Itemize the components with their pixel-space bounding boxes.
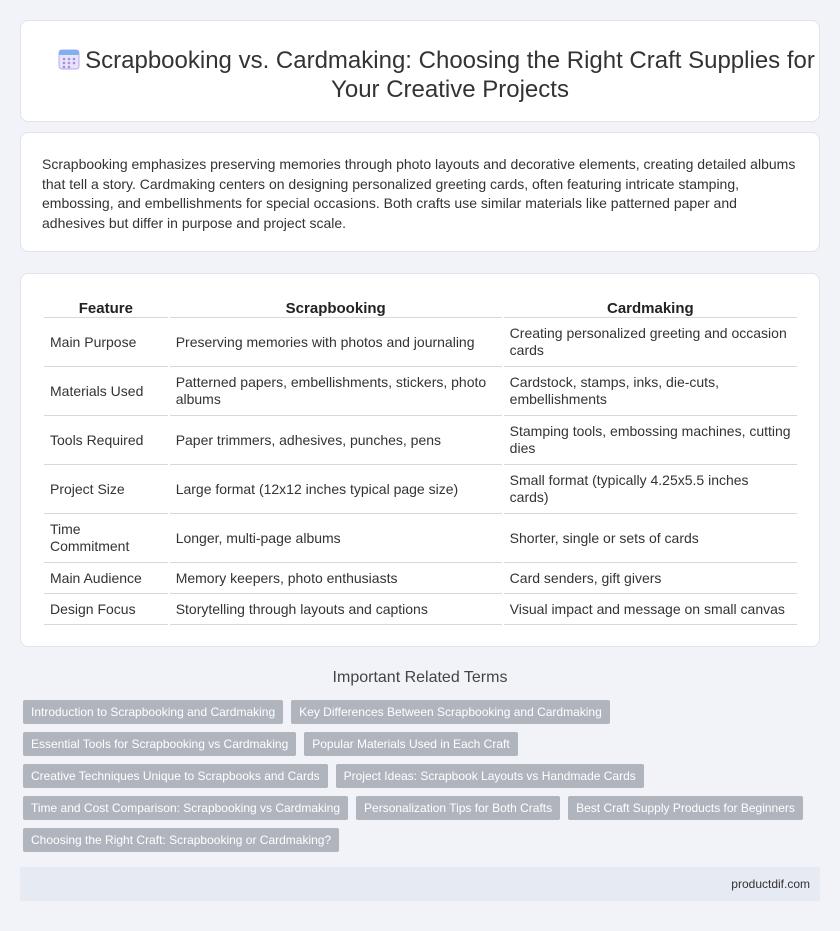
table-row	[44, 465, 797, 514]
intro-paragraph: Scrapbooking emphasizes preserving memories through photo layouts and decorative elements, creating detailed albums that tell a story. Cardmaking centers on designing personalized greeting cards, often featuring intricate stamping, embossing, and embellishments for special occasions. Both crafts use similar materials like patterned paper and adhesives but differ in purpose and project scale.	[42, 156, 796, 231]
cardmaking-cell: Card senders, gift givers	[504, 563, 797, 594]
feature-cell: Time Commitment	[44, 514, 168, 563]
page-title: Scrapbooking vs. Cardmaking: Choosing the Right Craft Supplies for Your Creative Projects	[85, 47, 815, 103]
related-term-link[interactable]: Key Differences Between Scrapbooking and Cardmaking	[291, 700, 610, 724]
feature-cell: Project Size	[44, 465, 168, 514]
cardmaking-cell: Stamping tools, embossing machines, cutting dies	[504, 416, 797, 465]
comparison-table	[42, 296, 799, 625]
table-row	[44, 367, 797, 416]
cardmaking-cell: Visual impact and message on small canvas	[504, 594, 797, 625]
feature-cell: Design Focus	[44, 594, 168, 625]
scrapbooking-cell: Storytelling through layouts and captions	[170, 594, 502, 625]
table-row	[44, 563, 797, 594]
scrapbooking-cell: Large format (12x12 inches typical page size)	[170, 465, 502, 514]
cardmaking-cell: Small format (typically 4.25x5.5 inches cards)	[504, 465, 797, 514]
related-term-link[interactable]: Essential Tools for Scrapbooking vs Cardmaking	[23, 732, 296, 756]
comparison-table-card	[20, 273, 820, 647]
scrapbooking-cell: Paper trimmers, adhesives, punches, pens	[170, 416, 502, 465]
related-term-link[interactable]: Popular Materials Used in Each Craft	[304, 732, 517, 756]
table-row	[44, 416, 797, 465]
related-term-link[interactable]: Best Craft Supply Products for Beginners	[568, 796, 803, 820]
footer-bar	[20, 867, 820, 901]
related-term-link[interactable]: Introduction to Scrapbooking and Cardmaking	[23, 700, 283, 724]
table-header-row	[44, 296, 797, 318]
related-terms-list	[23, 700, 813, 852]
feature-cell: Main Audience	[44, 563, 168, 594]
related-term-link[interactable]: Time and Cost Comparison: Scrapbooking vs Cardmaking	[23, 796, 348, 820]
related-terms-heading: Important Related Terms	[332, 669, 508, 686]
related-term-link[interactable]: Choosing the Right Craft: Scrapbooking or Cardmaking?	[23, 828, 339, 852]
scrapbooking-cell: Memory keepers, photo enthusiasts	[170, 563, 502, 594]
cardmaking-cell: Cardstock, stamps, inks, die-cuts, embellishments	[504, 367, 797, 416]
scrapbooking-cell: Preserving memories with photos and journaling	[170, 318, 502, 367]
related-term-link[interactable]: Project Ideas: Scrapbook Layouts vs Handmade Cards	[336, 764, 644, 788]
table-row	[44, 514, 797, 563]
intro-card	[20, 132, 820, 252]
scrapbooking-cell: Longer, multi-page albums	[170, 514, 502, 563]
calendar-icon	[57, 47, 81, 71]
header-scrapbooking: Scrapbooking	[170, 296, 502, 318]
scrapbooking-cell: Patterned papers, embellishments, stickers, photo albums	[170, 367, 502, 416]
table-row	[44, 318, 797, 367]
feature-cell: Tools Required	[44, 416, 168, 465]
footer-site-name: productdif.com	[731, 877, 810, 891]
related-term-link[interactable]: Creative Techniques Unique to Scrapbooks and Cards	[23, 764, 328, 788]
table-row	[44, 594, 797, 625]
header-cardmaking: Cardmaking	[504, 296, 797, 318]
header-feature: Feature	[44, 296, 168, 318]
cardmaking-cell: Creating personalized greeting and occasion cards	[504, 318, 797, 367]
related-term-link[interactable]: Personalization Tips for Both Crafts	[356, 796, 560, 820]
feature-cell: Main Purpose	[44, 318, 168, 367]
feature-cell: Materials Used	[44, 367, 168, 416]
title-card	[20, 20, 820, 122]
cardmaking-cell: Shorter, single or sets of cards	[504, 514, 797, 563]
